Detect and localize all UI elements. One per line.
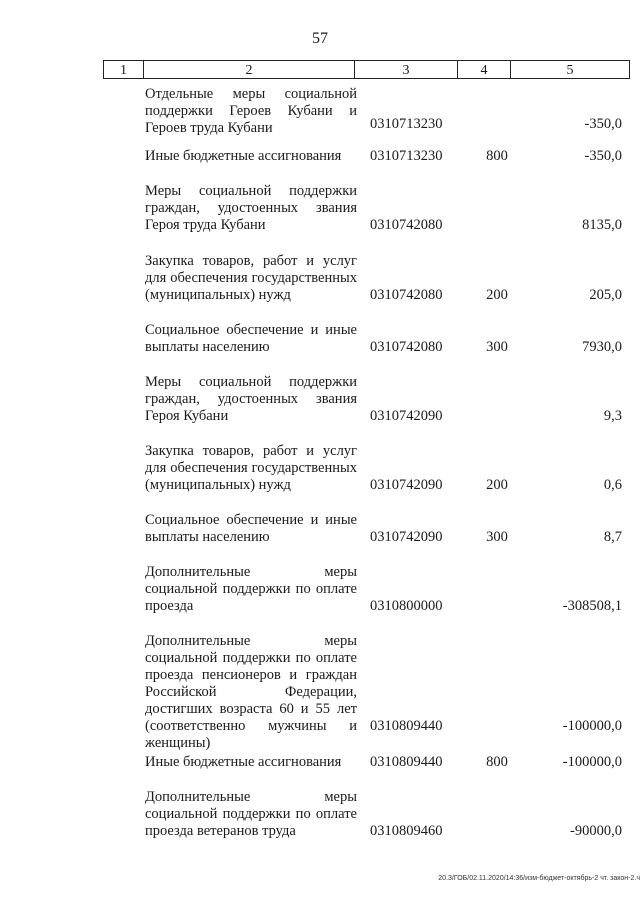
row-expense-type: 200 <box>486 477 508 493</box>
table-row <box>145 253 625 304</box>
row-description: Дополнительные меры социальной поддержки по оплате проезда ветеранов труда <box>145 789 357 839</box>
header-col-5: 5 <box>566 63 574 78</box>
row-expense-type: 300 <box>486 529 508 545</box>
row-code: 0310742090 <box>370 529 443 545</box>
row-amount: 205,0 <box>589 287 622 303</box>
header-col-1: 1 <box>104 61 144 78</box>
header-col-4: 4 <box>458 61 511 78</box>
row-amount: -308508,1 <box>562 598 622 614</box>
row-amount: -100000,0 <box>562 718 622 734</box>
table-row <box>145 148 625 165</box>
row-description: Закупка товаров, работ и услуг для обеспечения государственных (муниципальных) нужд <box>145 253 357 303</box>
footer-stamp: 20.3/ГОБ/02.11.2020/14:36/изм-бюджет-октябрь-2 чт. закон-2.ч <box>438 875 640 882</box>
row-code: 0310809440 <box>370 718 443 734</box>
header-col-2: 2 <box>144 61 355 78</box>
row-code: 0310742080 <box>370 217 443 233</box>
row-description: Иные бюджетные ассигнования <box>145 148 342 164</box>
table-row <box>145 374 625 425</box>
page-number: 57 <box>312 30 328 47</box>
table-row <box>145 183 625 234</box>
table-row <box>145 633 625 751</box>
row-description: Дополнительные меры социальной поддержки по оплате проезда <box>145 564 357 614</box>
row-amount: -90000,0 <box>570 823 622 839</box>
row-amount: -100000,0 <box>562 754 622 770</box>
row-code: 0310809460 <box>370 823 443 839</box>
row-amount: -350,0 <box>584 116 622 132</box>
table-row <box>145 564 625 615</box>
table-row <box>145 754 625 771</box>
row-amount: 0,6 <box>603 477 622 493</box>
row-description: Закупка товаров, работ и услуг для обеспечения государственных (муниципальных) нужд <box>145 443 357 493</box>
row-code: 0310713230 <box>370 116 443 132</box>
row-expense-type: 800 <box>486 754 508 770</box>
table-row <box>145 789 625 840</box>
row-description: Меры социальной поддержки граждан, удостоенных звания Героя труда Кубани <box>145 183 357 233</box>
row-expense-type: 300 <box>486 339 508 355</box>
row-expense-type: 200 <box>486 287 508 303</box>
table-row <box>145 322 625 356</box>
row-amount: -350,0 <box>584 148 622 164</box>
row-code: 0310800000 <box>370 598 443 614</box>
row-code: 0310809440 <box>370 754 443 770</box>
table-row <box>145 86 625 136</box>
row-code: 0310742090 <box>370 408 443 424</box>
row-code: 0310742080 <box>370 287 443 303</box>
row-description: Социальное обеспечение и иные выплаты населению <box>145 512 357 545</box>
header-col-3: 3 <box>355 61 458 78</box>
row-description: Дополнительные меры социальной поддержки по оплате проезда пенсионеров и граждан Российской Федерации, достигших возраста 60 и 55 лет (соответственно мужчины и женщины) <box>145 633 357 751</box>
row-amount: 9,3 <box>603 408 622 424</box>
row-description: Отдельные меры социальной поддержки Героев Кубани и Героев труда Кубани <box>145 86 357 136</box>
table-row <box>145 443 625 494</box>
table-row <box>145 512 625 546</box>
row-amount: 8,7 <box>603 529 622 545</box>
row-description: Иные бюджетные ассигнования <box>145 754 342 770</box>
row-description: Меры социальной поддержки граждан, удостоенных звания Героя Кубани <box>145 374 357 424</box>
table-header <box>103 60 630 79</box>
row-description: Социальное обеспечение и иные выплаты населению <box>145 322 357 355</box>
row-expense-type: 800 <box>486 148 508 164</box>
row-code: 0310742080 <box>370 339 443 355</box>
row-amount: 7930,0 <box>582 339 622 355</box>
row-amount: 8135,0 <box>582 217 622 233</box>
row-code: 0310742090 <box>370 477 443 493</box>
row-code: 0310713230 <box>370 148 443 164</box>
